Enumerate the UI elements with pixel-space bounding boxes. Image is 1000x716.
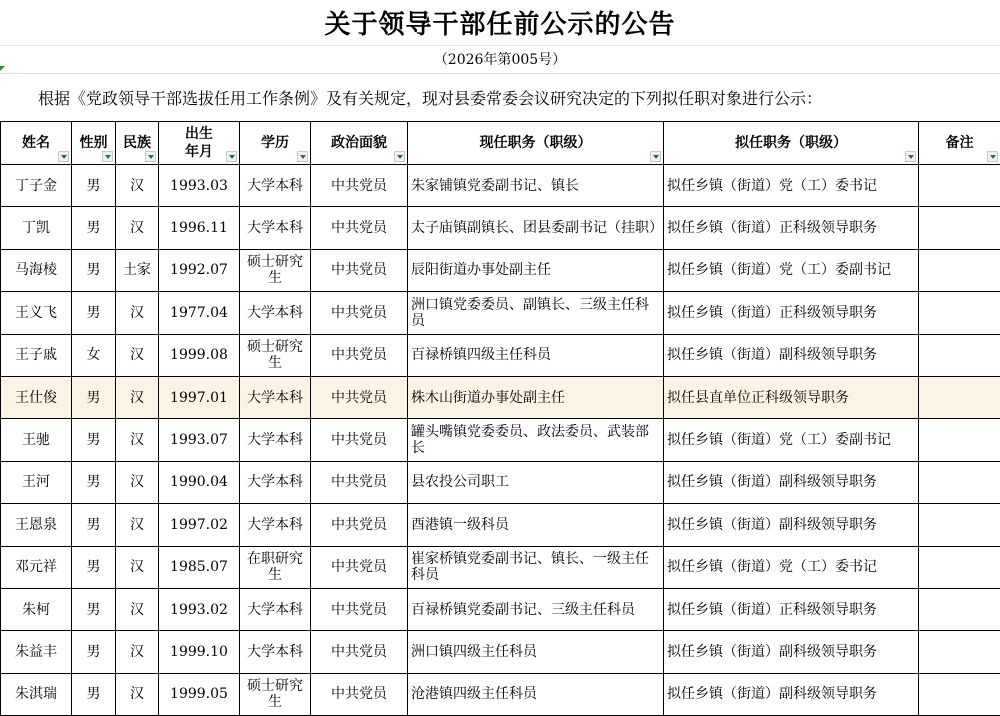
col-header-birth[interactable] [159, 122, 240, 165]
cell-name[interactable]: 王河 [1, 461, 72, 503]
cell-birth[interactable]: 1985.07 [159, 546, 240, 588]
cell-gender[interactable]: 男 [72, 546, 116, 588]
cell-name[interactable]: 朱淇瑞 [1, 673, 72, 715]
cell-ethnic[interactable]: 汉 [116, 588, 159, 630]
col-header-birth-label-line2: 年月 [185, 144, 213, 160]
cell-name[interactable]: 王恩泉 [1, 504, 72, 546]
cell-current-position[interactable]: 洲口镇党委委员、副镇长、三级主任科员 [408, 292, 664, 334]
cell-ethnic[interactable]: 汉 [116, 376, 159, 418]
table-row [1, 419, 1000, 461]
cell-name[interactable]: 马海棱 [1, 249, 72, 291]
cell-notes[interactable] [919, 631, 1000, 673]
candidates-table [0, 121, 1000, 716]
filter-dropdown-icon[interactable] [226, 151, 237, 162]
cell-notes[interactable] [919, 376, 1000, 418]
intro-row [0, 73, 1000, 121]
cell-ethnic[interactable]: 汉 [116, 631, 159, 673]
cell-education[interactable]: 大学本科 [240, 588, 311, 630]
table-row [1, 631, 1000, 673]
cell-political[interactable]: 中共党员 [311, 334, 408, 376]
cell-current-position[interactable]: 百禄桥镇四级主任科员 [408, 334, 664, 376]
cell-education[interactable]: 大学本科 [240, 461, 311, 503]
table-row [1, 249, 1000, 291]
col-header-name-label: 姓名 [22, 135, 50, 151]
table-row [1, 504, 1000, 546]
cell-birth[interactable]: 1993.02 [159, 588, 240, 630]
table-row [1, 376, 1000, 418]
col-header-proposed-label: 拟任职务（职级） [735, 135, 847, 151]
header-row [1, 122, 1000, 165]
cell-notes[interactable] [919, 249, 1000, 291]
cell-name[interactable]: 王仕俊 [1, 376, 72, 418]
col-header-current-label: 现任职务（职级） [479, 135, 592, 151]
cell-current-position[interactable]: 朱家铺镇党委副书记、镇长 [408, 165, 664, 207]
cell-notes[interactable] [919, 673, 1000, 715]
cell-political[interactable]: 中共党员 [311, 207, 408, 249]
cell-birth[interactable]: 1999.10 [159, 631, 240, 673]
cell-name[interactable]: 王义飞 [1, 292, 72, 334]
table-body [1, 165, 1000, 716]
cell-political[interactable]: 中共党员 [311, 376, 408, 418]
cell-birth[interactable]: 1993.07 [159, 419, 240, 461]
cell-notes[interactable] [919, 165, 1000, 207]
cell-notes[interactable] [919, 334, 1000, 376]
page-subtitle: （2026年第005号） [433, 52, 567, 68]
cell-political[interactable]: 中共党员 [311, 504, 408, 546]
cell-gender[interactable]: 女 [72, 334, 116, 376]
cell-notes[interactable] [919, 546, 1000, 588]
table-row [1, 334, 1000, 376]
cell-proposed-position[interactable]: 拟任乡镇（街道）副科级领导职务 [664, 334, 919, 376]
cell-political[interactable]: 中共党员 [311, 165, 408, 207]
col-header-education-label: 学历 [261, 135, 289, 151]
cell-proposed-position[interactable]: 拟任乡镇（街道）副科级领导职务 [664, 461, 919, 503]
cell-proposed-position[interactable]: 拟任乡镇（街道）副科级领导职务 [664, 673, 919, 715]
filter-dropdown-icon[interactable] [650, 151, 661, 162]
cell-ethnic[interactable]: 汉 [116, 546, 159, 588]
cell-gender[interactable]: 男 [72, 292, 116, 334]
cell-name[interactable]: 丁子金 [1, 165, 72, 207]
cell-current-position[interactable]: 崔家桥镇党委副书记、镇长、一级主任科员 [408, 546, 664, 588]
cell-proposed-position[interactable]: 拟任乡镇（街道）副科级领导职务 [664, 631, 919, 673]
cell-gender[interactable]: 男 [72, 673, 116, 715]
cell-notes[interactable] [919, 207, 1000, 249]
cell-education[interactable]: 硕士研究生 [240, 249, 311, 291]
cell-political[interactable]: 中共党员 [311, 546, 408, 588]
col-header-current[interactable] [408, 122, 664, 165]
col-header-gender-label: 性别 [79, 135, 108, 151]
cell-birth[interactable]: 1993.03 [159, 165, 240, 207]
cell-proposed-position[interactable]: 拟任乡镇（街道）党（工）委书记 [664, 165, 919, 207]
cell-name[interactable]: 朱益丰 [1, 631, 72, 673]
cell-education[interactable]: 大学本科 [240, 419, 311, 461]
subtitle-row [0, 45, 1000, 74]
table-row [1, 588, 1000, 630]
cell-birth[interactable]: 1997.02 [159, 504, 240, 546]
cell-notes[interactable] [919, 292, 1000, 334]
cell-current-position[interactable]: 辰阳街道办事处副主任 [408, 249, 664, 291]
cell-name[interactable]: 邓元祥 [1, 546, 72, 588]
cell-political[interactable]: 中共党员 [311, 419, 408, 461]
filter-dropdown-icon[interactable] [905, 151, 916, 162]
cell-political[interactable]: 中共党员 [311, 588, 408, 630]
cell-political[interactable]: 中共党员 [311, 461, 408, 503]
cell-proposed-position[interactable]: 拟任乡镇（街道）党（工）委副书记 [664, 249, 919, 291]
cell-proposed-position[interactable]: 拟任县直单位正科级领导职务 [664, 376, 919, 418]
cell-ethnic[interactable]: 汉 [116, 461, 159, 503]
cell-gender[interactable]: 男 [72, 207, 116, 249]
cell-birth[interactable]: 1992.07 [159, 249, 240, 291]
cell-proposed-position[interactable]: 拟任乡镇（街道）正科级领导职务 [664, 207, 919, 249]
cell-ethnic[interactable]: 汉 [116, 334, 159, 376]
table-row [1, 207, 1000, 249]
cell-notes[interactable] [919, 588, 1000, 630]
table-row [1, 673, 1000, 715]
filter-dropdown-icon[interactable] [58, 151, 69, 162]
cell-name[interactable]: 丁凯 [1, 207, 72, 249]
cell-political[interactable]: 中共党员 [311, 631, 408, 673]
cell-education[interactable]: 在职研究生 [240, 546, 311, 588]
col-header-education[interactable] [240, 122, 311, 165]
cell-proposed-position[interactable]: 拟任乡镇（街道）党（工）委副书记 [664, 419, 919, 461]
cell-proposed-position[interactable]: 拟任乡镇（街道）正科级领导职务 [664, 588, 919, 630]
col-header-birth-label-line1: 出生 [185, 126, 213, 142]
cell-ethnic[interactable]: 汉 [116, 673, 159, 715]
cell-current-position[interactable]: 县农投公司职工 [408, 461, 664, 503]
cell-education[interactable]: 硕士研究生 [240, 334, 311, 376]
cell-gender[interactable]: 男 [72, 376, 116, 418]
cell-comment-marker [0, 66, 5, 71]
cell-gender[interactable]: 男 [72, 165, 116, 207]
cell-education[interactable]: 大学本科 [240, 165, 311, 207]
col-header-gender[interactable] [72, 122, 116, 165]
cell-notes[interactable] [919, 504, 1000, 546]
cell-education[interactable]: 硕士研究生 [240, 673, 311, 715]
col-header-political-label: 政治面貌 [331, 135, 387, 151]
col-header-notes[interactable] [919, 122, 1000, 165]
cell-gender[interactable]: 男 [72, 249, 116, 291]
cell-education[interactable]: 大学本科 [240, 631, 311, 673]
cell-current-position[interactable]: 酉港镇一级科员 [408, 504, 664, 546]
cell-current-position[interactable]: 株木山街道办事处副主任 [408, 376, 664, 418]
col-header-proposed[interactable] [664, 122, 919, 165]
cell-proposed-position[interactable]: 拟任乡镇（街道）党（工）委书记 [664, 546, 919, 588]
col-header-ethnic-label: 民族 [123, 135, 151, 151]
cell-name[interactable]: 王驰 [1, 419, 72, 461]
col-header-name[interactable] [1, 122, 72, 165]
cell-current-position[interactable]: 洲口镇四级主任科员 [408, 631, 664, 673]
cell-ethnic[interactable]: 土家 [116, 249, 159, 291]
cell-gender[interactable]: 男 [72, 419, 116, 461]
cell-proposed-position[interactable]: 拟任乡镇（街道）副科级领导职务 [664, 504, 919, 546]
cell-name[interactable]: 朱柯 [1, 588, 72, 630]
table-row [1, 461, 1000, 503]
cell-political[interactable]: 中共党员 [311, 249, 408, 291]
cell-ethnic[interactable]: 汉 [116, 504, 159, 546]
cell-proposed-position[interactable]: 拟任乡镇（街道）正科级领导职务 [664, 292, 919, 334]
col-header-political[interactable] [311, 122, 408, 165]
filter-dropdown-icon[interactable] [394, 151, 405, 162]
cell-notes[interactable] [919, 419, 1000, 461]
page-title: 关于领导干部任前公示的公告 [324, 10, 676, 40]
cell-education[interactable]: 大学本科 [240, 504, 311, 546]
cell-political[interactable]: 中共党员 [311, 673, 408, 715]
filter-dropdown-icon[interactable] [297, 151, 308, 162]
filter-dropdown-icon[interactable] [987, 151, 998, 162]
table-row [1, 165, 1000, 207]
table-row [1, 292, 1000, 334]
cell-current-position[interactable]: 百禄桥镇党委副书记、三级主任科员 [408, 588, 664, 630]
cell-gender[interactable]: 男 [72, 631, 116, 673]
cell-ethnic[interactable]: 汉 [116, 207, 159, 249]
col-header-ethnic[interactable] [116, 122, 159, 165]
cell-birth[interactable]: 1999.05 [159, 673, 240, 715]
cell-ethnic[interactable]: 汉 [116, 292, 159, 334]
title-row [0, 0, 1000, 46]
cell-political[interactable]: 中共党员 [311, 292, 408, 334]
cell-notes[interactable] [919, 461, 1000, 503]
col-header-notes-label: 备注 [945, 135, 974, 151]
table-row [1, 546, 1000, 588]
cell-current-position[interactable]: 罐头嘴镇党委委员、政法委员、武装部长 [408, 419, 664, 461]
filter-dropdown-icon[interactable] [102, 151, 113, 162]
cell-birth[interactable]: 1977.04 [159, 292, 240, 334]
cell-education[interactable]: 大学本科 [240, 207, 311, 249]
filter-dropdown-icon[interactable] [145, 151, 156, 162]
cell-current-position[interactable]: 沧港镇四级主任科员 [408, 673, 664, 715]
cell-education[interactable]: 大学本科 [240, 376, 311, 418]
cell-current-position[interactable]: 太子庙镇副镇长、团县委副书记（挂职） [408, 207, 664, 249]
cell-ethnic[interactable]: 汉 [116, 419, 159, 461]
cell-gender[interactable]: 男 [72, 461, 116, 503]
cell-birth[interactable]: 1999.08 [159, 334, 240, 376]
cell-gender[interactable]: 男 [72, 504, 116, 546]
cell-ethnic[interactable]: 汉 [116, 165, 159, 207]
cell-birth[interactable]: 1990.04 [159, 461, 240, 503]
cell-education[interactable]: 大学本科 [240, 292, 311, 334]
cell-name[interactable]: 王子戚 [1, 334, 72, 376]
intro-text: 根据《党政领导干部选拔任用工作条例》及有关规定，现对县委常委会议研究决定的下列拟任职对象进行公示： [38, 88, 823, 108]
cell-birth[interactable]: 1997.01 [159, 376, 240, 418]
cell-gender[interactable]: 男 [72, 588, 116, 630]
cell-birth[interactable]: 1996.11 [159, 207, 240, 249]
